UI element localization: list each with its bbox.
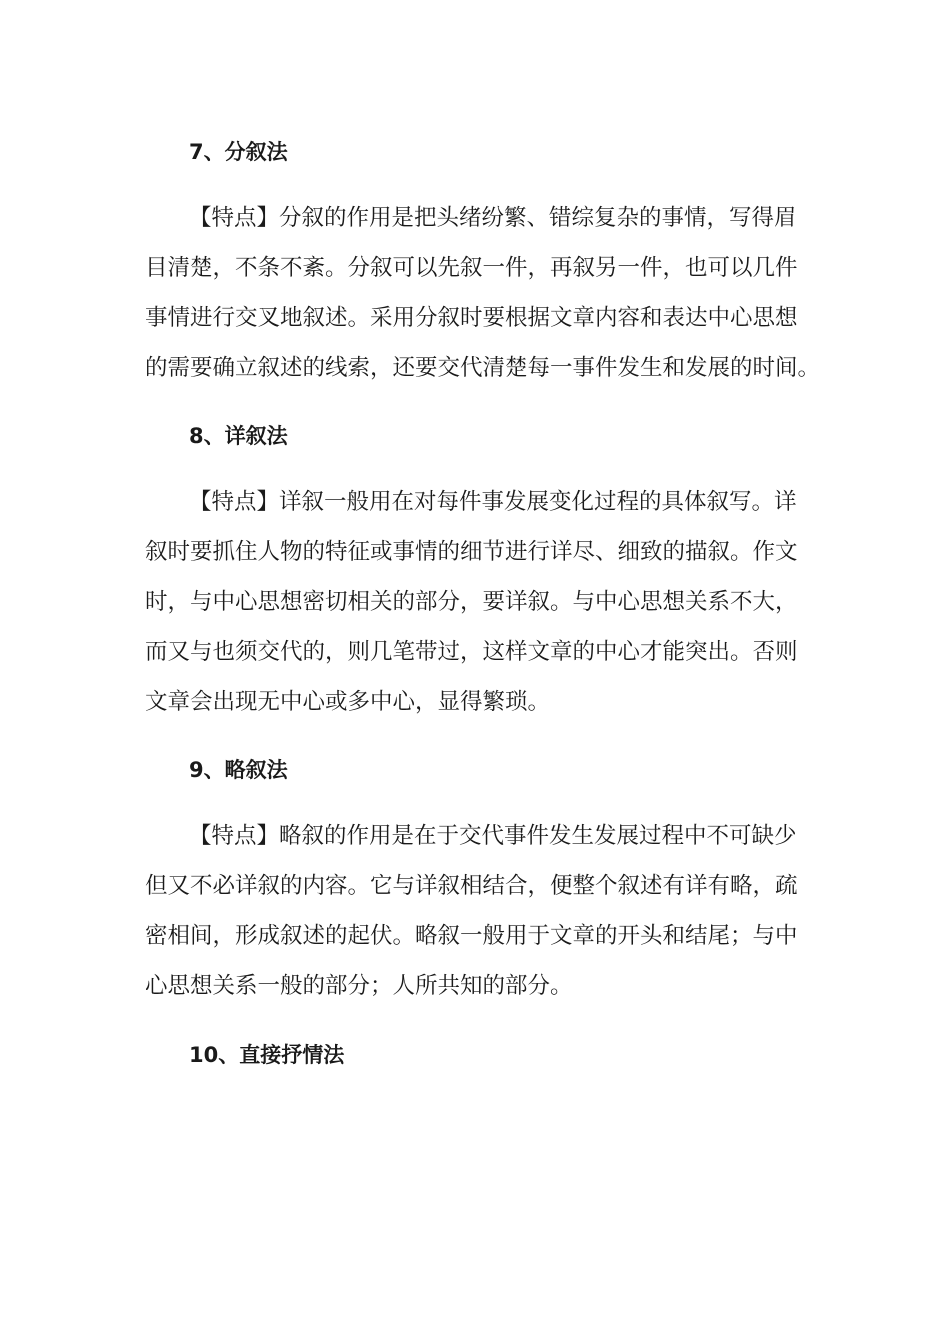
section-heading: 8、详叙法 bbox=[189, 424, 288, 448]
section-paragraph bbox=[145, 477, 815, 727]
paragraph-line: 【特点】略叙的作用是在于交代事件发生发展过程中不可缺少 bbox=[189, 823, 797, 849]
paragraph-line: 事情进行交叉地叙述。采用分叙时要根据文章内容和表达中心思想 bbox=[145, 305, 798, 331]
paragraph-line: 的需要确立叙述的线索，还要交代清楚每一事件发生和发展的时间。 bbox=[145, 355, 821, 381]
section-paragraph bbox=[145, 811, 815, 1011]
paragraph-line: 密相间，形成叙述的起伏。略叙一般用于文章的开头和结尾；与中 bbox=[145, 923, 798, 949]
paragraph-line: 【特点】分叙的作用是把头绪纷繁、错综复杂的事情，写得眉 bbox=[189, 205, 797, 231]
paragraph-line: 【特点】详叙一般用在对每件事发展变化过程的具体叙写。详 bbox=[189, 489, 797, 515]
section-heading: 7、分叙法 bbox=[189, 140, 288, 164]
paragraph-line: 而又与也须交代的，则几笔带过，这样文章的中心才能突出。否则 bbox=[145, 639, 798, 665]
paragraph-line: 目清楚，不条不紊。分叙可以先叙一件，再叙另一件，也可以几件 bbox=[145, 255, 798, 281]
section-heading: 9、略叙法 bbox=[189, 758, 288, 782]
paragraph-line: 心思想关系一般的部分；人所共知的部分。 bbox=[145, 973, 573, 999]
paragraph-line: 时，与中心思想密切相关的部分，要详叙。与中心思想关系不大， bbox=[145, 589, 798, 615]
paragraph-line: 但又不必详叙的内容。它与详叙相结合，便整个叙述有详有略，疏 bbox=[145, 873, 798, 899]
section-heading: 10、直接抒情法 bbox=[189, 1043, 345, 1067]
paragraph-line: 叙时要抓住人物的特征或事情的细节进行详尽、细致的描叙。作文 bbox=[145, 539, 798, 565]
section-paragraph bbox=[145, 193, 821, 393]
paragraph-line: 文章会出现无中心或多中心，显得繁琐。 bbox=[145, 689, 551, 715]
